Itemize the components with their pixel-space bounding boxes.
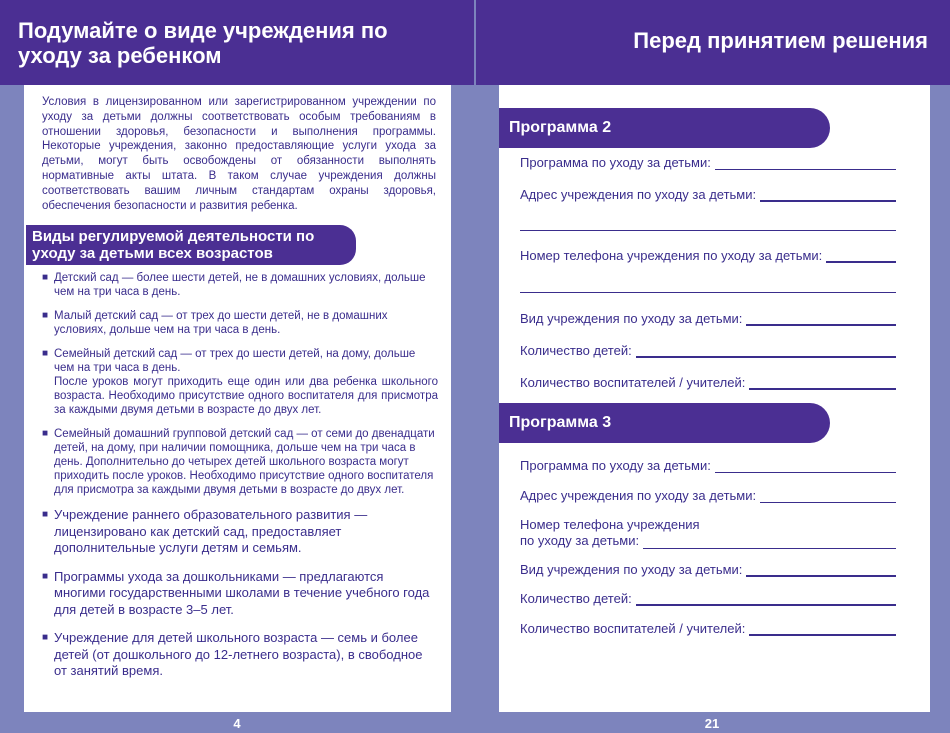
- program-2-title: Программа 2: [509, 119, 612, 136]
- list-item: ■ Учреждение раннего образовательного развития — лицензировано как детский сад, предоставляет дополнительные услуги детям и семьям.: [42, 507, 438, 557]
- program-3-address-field[interactable]: Адрес учреждения по уходу за детьми:: [520, 488, 896, 503]
- program-2-address-field[interactable]: Адрес учреждения по уходу за детьми:: [520, 187, 896, 202]
- intro-paragraph: Условия в лицензированном или зарегистрированном учреждении по уходу за детьми должны соответствовать особым требованиям в отношении здоровья, безопасности и выполнения программы. Некоторые учреждения, законно предоставляющие услуги ухода за детьми, могут быть освобождены от обязанности выполнять нормативные акты штата. В таком случае учреждения должны соответствовать вашим личным стандартам охраны здоровья, обеспечения безопасности и развития ребенка.: [42, 96, 436, 212]
- section-heading-tab: [26, 225, 356, 265]
- program-3-name-field[interactable]: Программа по уходу за детьми:: [520, 458, 896, 473]
- program-2-type-field[interactable]: Вид учреждения по уходу за детьми:: [520, 311, 896, 326]
- care-types-list: [42, 271, 438, 692]
- program-2-children-field[interactable]: Количество детей:: [520, 343, 896, 358]
- program-3-tab: [499, 403, 830, 443]
- right-page-number: 21: [704, 716, 720, 731]
- list-item: ■ Семейный детский сад — от трех до шести детей, на дому, дольше чем на три часа в день. После уроков могут приходить еще один или два ребенка школьного возраста. Необходимо присутствие одного воспитателя для присмотра за каждыми двумя детьми в возрасте до двух лет.: [42, 347, 438, 417]
- program-2-phone-line-2[interactable]: [520, 292, 896, 293]
- program-3-children-field[interactable]: Количество детей:: [520, 591, 896, 606]
- right-page: [499, 85, 930, 712]
- left-header: [0, 0, 474, 85]
- list-item: ■ Семейный домашний групповой детский сад — от семи до двенадцати детей, на дому, при наличии помощника, дольше чем на три часа в день. Дополнительно до четырех детей школьного возраста могут приходить после уроков. Необходимо присутствие одного воспитателя для присмотра за каждыми двумя детьми в возрасте до двух лет.: [42, 427, 438, 497]
- left-page: [24, 85, 451, 712]
- right-header: [476, 0, 950, 85]
- section-title: Виды регулируемой деятельности по уходу за детьми всех возрастов: [32, 228, 315, 262]
- program-3-title: Программа 3: [509, 414, 612, 431]
- list-item: ■ Программы ухода за дошкольниками — предлагаются многими государственными школами в течение учебного года для детей в возрасте 3–5 лет.: [42, 569, 438, 619]
- list-item: ■ Детский сад — более шести детей, не в домашних условиях, дольше чем на три часа в день.: [42, 271, 438, 299]
- list-item-extra: После уроков могут приходить еще один или два ребенка школьного возраста. Необходимо присутствие одного воспитателя для присмотра за каждыми двумя детьми в возрасте до двух лет.: [54, 376, 438, 416]
- right-page-title: Перед принятием решения: [633, 28, 928, 53]
- program-2-teachers-field[interactable]: Количество воспитателей / учителей:: [520, 375, 896, 390]
- program-2-address-line-2[interactable]: [520, 230, 896, 231]
- list-item: ■ Учреждение для детей школьного возраста — семь и более детей (от дошкольного до 12-летнего возраста), в свободное от занятий время.: [42, 630, 438, 680]
- program-2-tab: [499, 108, 830, 148]
- program-3-phone-field[interactable]: Номер телефона учреждения по уходу за детьми:: [520, 517, 896, 549]
- left-page-title: Подумайте о виде учреждения по уходу за ребенком: [18, 18, 388, 68]
- program-2-name-field[interactable]: Программа по уходу за детьми:: [520, 155, 896, 170]
- program-3-teachers-field[interactable]: Количество воспитателей / учителей:: [520, 621, 896, 636]
- program-2-phone-field[interactable]: Номер телефона учреждения по уходу за детьми:: [520, 248, 896, 263]
- program-3-type-field[interactable]: Вид учреждения по уходу за детьми:: [520, 562, 896, 577]
- left-page-number: 4: [233, 716, 241, 731]
- list-item: ■ Малый детский сад — от трех до шести детей, не в домашних условиях, дольше чем на три часа в день.: [42, 309, 438, 337]
